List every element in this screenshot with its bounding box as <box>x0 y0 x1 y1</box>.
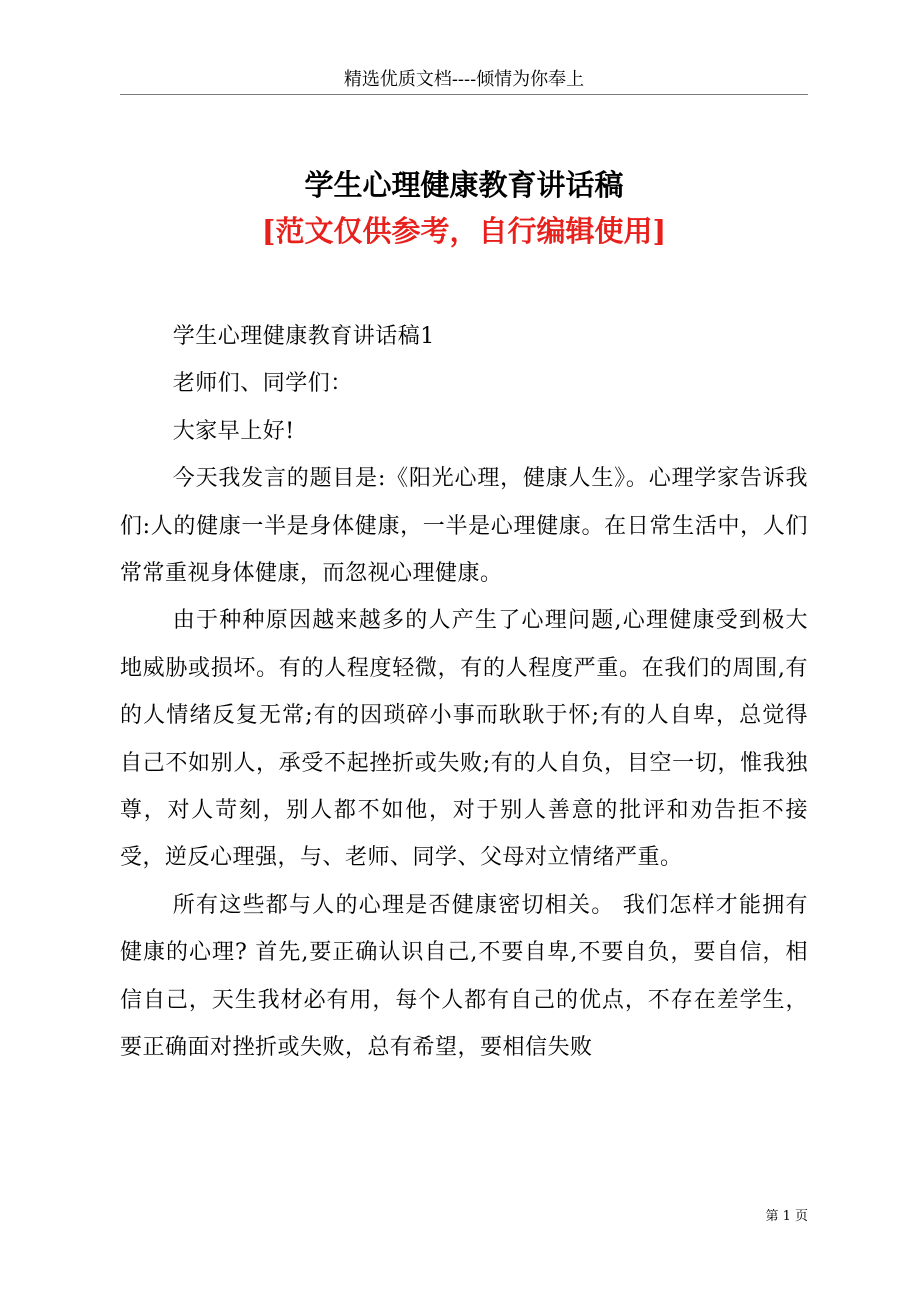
document-subtitle: [范文仅供参考，自行编辑使用] <box>261 214 667 248</box>
document-title: 学生心理健康教育讲话稿 <box>304 168 624 202</box>
paragraph-salutation: 老师们、同学们： <box>172 371 353 397</box>
page-header <box>120 66 808 95</box>
paragraph: 所有这些都与人的心理是否健康密切相关。 我们怎样才能拥有健康的心理? 首先,要正确认识自己,不要自卑,不要自负，要自信，相信自己，天生我材必有用，每个人都有自己的优点，不存在差学生，要正确面对挫折或失败，总有希望，要相信失败 <box>120 892 808 1061</box>
header-text: 精选优质文档----倾情为你奉上 <box>343 69 585 90</box>
paragraph: 由于种种原因越来越多的人产生了心理问题,心理健康受到极大地威胁或损坏。有的人程度轻微，有的人程度严重。在我们的周围,有的人情绪反复无常;有的因琐碎小事而耿耿于怀;有的人自卑，总觉得自己不如别人，承受不起挫折或失败;有的人自负，目空一切，惟我独尊，对人苛刻，别人都不如他，对于别人善意的批评和劝告拒不接受，逆反心理强，与、老师、同学、父母对立情绪严重。 <box>120 608 808 871</box>
paragraph-heading: 学生心理健康教育讲话稿1 <box>172 324 435 349</box>
paragraph: 今天我发言的题目是:《阳光心理，健康人生》。心理学家告诉我们:人的健康一半是身体健康，一半是心理健康。在日常生活中，人们常常重视身体健康，而忽视心理健康。 <box>120 466 808 587</box>
document-body <box>120 313 808 1072</box>
page-number: 第 1 页 <box>765 1209 808 1224</box>
paragraph-greeting: 大家早上好! <box>172 418 295 444</box>
